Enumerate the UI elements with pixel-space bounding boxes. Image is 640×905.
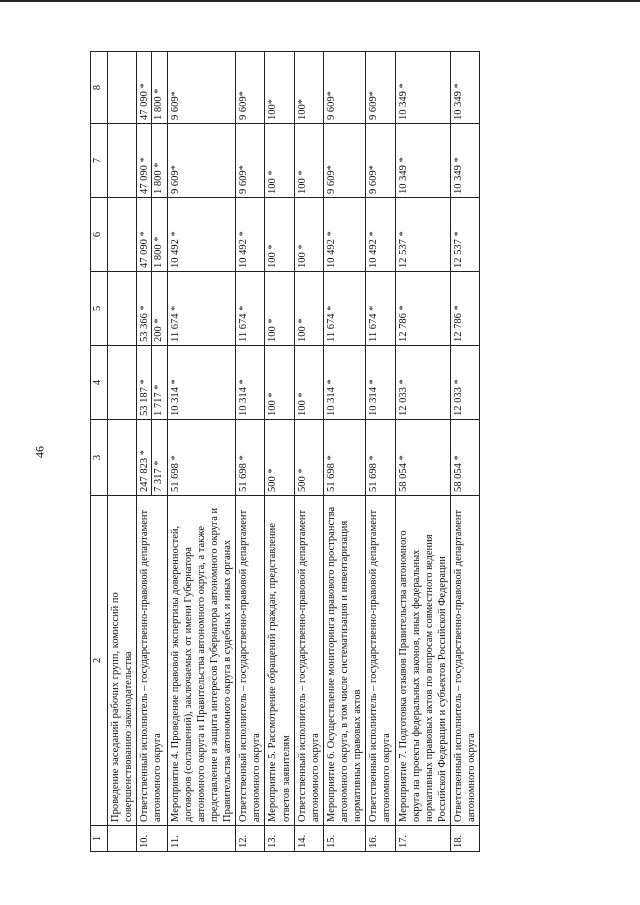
page-number: 46 (32, 446, 47, 458)
value-cell: 12 537 * (451, 198, 480, 272)
row-description: Ответственный исполнитель – государственно-правовой департамент автономного округа (236, 496, 265, 826)
value-cell (137, 198, 167, 272)
row-description: Проведение заседаний рабочих групп, комиссий по совершенствованию законодательства (108, 496, 137, 826)
value-cell: 500 * (265, 420, 294, 496)
value-line: 47 090 * (138, 52, 152, 123)
value-line: 7 317 * (153, 460, 165, 492)
row-description: Мероприятие 7. Подготовка отзывов Правительства автономного округа на проекты федеральных законов, иных федеральных нормативных правовых актов по вопросам совместного ведения Российской Федерации и субъектов Российской Федерации (395, 496, 451, 826)
row-number (108, 826, 137, 852)
value-cell: 51 698 * (167, 420, 236, 496)
value-line: 53 187 * (138, 346, 152, 419)
value-cell: 500 * (294, 420, 323, 496)
value-cell: 9 609* (167, 52, 236, 124)
value-cell (137, 272, 167, 346)
column-header-5: 5 (91, 272, 108, 346)
value-cell: 58 054 * (451, 420, 480, 496)
value-cell: 10 492 * (323, 198, 365, 272)
value-cell: 51 698 * (366, 420, 395, 496)
value-cell: 12 537 * (395, 198, 451, 272)
row-description: Ответственный исполнитель – государственно-правовой департамент автономного округа (366, 496, 395, 826)
value-cell: 100 * (294, 198, 323, 272)
value-cell (108, 420, 137, 496)
row-number: 10. (137, 826, 167, 852)
value-cell: 51 698 * (323, 420, 365, 496)
table-row (395, 52, 451, 852)
value-line: 1 800 * (153, 162, 165, 194)
column-header-1: 1 (91, 826, 108, 852)
value-cell (108, 52, 137, 124)
value-cell: 10 492 * (167, 198, 236, 272)
column-header-4: 4 (91, 346, 108, 420)
value-cell: 9 609* (236, 52, 265, 124)
table-row (294, 52, 323, 852)
rotated-table-container (90, 52, 530, 852)
value-cell: 100* (265, 52, 294, 124)
value-cell: 12 786 * (395, 272, 451, 346)
value-line: 1 800 * (153, 236, 165, 268)
column-header-6: 6 (91, 198, 108, 272)
value-line: 1 800 * (153, 88, 165, 120)
value-cell: 100 * (294, 124, 323, 198)
table-row (236, 52, 265, 852)
value-line: 1 717 * (153, 384, 165, 416)
value-cell: 12 033 * (395, 346, 451, 420)
value-cell: 100 * (265, 272, 294, 346)
value-cell: 100 * (265, 346, 294, 420)
value-line: 247 823 * (138, 420, 152, 495)
value-cell (137, 52, 167, 124)
value-cell: 100 * (294, 272, 323, 346)
value-cell: 11 674 * (236, 272, 265, 346)
column-header-3: 3 (91, 420, 108, 496)
row-description: Ответственный исполнитель – государственно-правовой департамент автономного округа (137, 496, 167, 826)
column-header-7: 7 (91, 124, 108, 198)
header-row (91, 52, 108, 852)
row-number: 12. (236, 826, 265, 852)
value-cell: 10 492 * (236, 198, 265, 272)
value-cell: 10 349 * (451, 52, 480, 124)
value-cell: 100 * (265, 198, 294, 272)
value-cell: 10 314 * (167, 346, 236, 420)
value-cell: 9 609* (236, 124, 265, 198)
value-cell: 10 349 * (395, 124, 451, 198)
top-rule (0, 0, 640, 2)
value-cell: 12 033 * (451, 346, 480, 420)
row-number: 11. (167, 826, 236, 852)
value-cell: 51 698 * (236, 420, 265, 496)
value-cell: 100* (294, 52, 323, 124)
table-body (108, 52, 480, 852)
value-cell: 100 * (294, 346, 323, 420)
row-description: Ответственный исполнитель – государственно-правовой департамент автономного округа (294, 496, 323, 826)
value-cell: 9 609* (366, 124, 395, 198)
value-cell (108, 198, 137, 272)
value-cell: 9 609* (323, 52, 365, 124)
value-cell: 11 674 * (366, 272, 395, 346)
value-cell (108, 272, 137, 346)
row-number: 17. (395, 826, 451, 852)
row-description: Мероприятие 4. Проведение правовой экспертизы доверенностей, договоров (соглашений), заключаемых от имени Губернатора автономного округа и Правительства автономного округа, а также представление и защита интересов Губернатора автономного округа и Правительства автономного округа в судебных и иных органах (167, 496, 236, 826)
value-cell (137, 420, 167, 496)
table-row (323, 52, 365, 852)
table-row (137, 52, 167, 852)
row-number: 18. (451, 826, 480, 852)
value-cell: 12 786 * (451, 272, 480, 346)
value-cell (108, 346, 137, 420)
table-row (451, 52, 480, 852)
table-row (265, 52, 294, 852)
value-cell: 10 314 * (366, 346, 395, 420)
value-line: 47 090 * (138, 124, 152, 197)
column-header-2: 2 (91, 496, 108, 826)
value-cell: 9 609* (167, 124, 236, 198)
table-row (167, 52, 236, 852)
value-cell: 10 349 * (395, 52, 451, 124)
row-description: Мероприятие 6. Осуществление мониторинга правового пространства автономного округа, в том числе систематизация и инвентаризация нормативных правовых актов (323, 496, 365, 826)
row-description: Мероприятие 5. Рассмотрение обращений граждан, представление ответов заявителям (265, 496, 294, 826)
value-cell: 11 674 * (167, 272, 236, 346)
value-cell: 10 492 * (366, 198, 395, 272)
value-line: 200 * (153, 318, 165, 342)
row-number: 16. (366, 826, 395, 852)
value-line: 53 366 * (138, 272, 152, 345)
value-cell: 9 609* (366, 52, 395, 124)
value-cell: 10 314 * (236, 346, 265, 420)
value-cell: 58 054 * (395, 420, 451, 496)
value-cell (137, 124, 167, 198)
row-number: 14. (294, 826, 323, 852)
row-number: 15. (323, 826, 365, 852)
value-cell: 10 349 * (451, 124, 480, 198)
value-cell: 100 * (265, 124, 294, 198)
row-description: Ответственный исполнитель – государственно-правовой департамент автономного округа (451, 496, 480, 826)
value-cell: 9 609* (323, 124, 365, 198)
budget-table (90, 51, 480, 852)
table-row (366, 52, 395, 852)
value-cell: 11 674 * (323, 272, 365, 346)
value-cell: 10 314 * (323, 346, 365, 420)
value-line: 47 090 * (138, 198, 152, 271)
table-row (108, 52, 137, 852)
column-header-8: 8 (91, 52, 108, 124)
value-cell (137, 346, 167, 420)
value-cell (108, 124, 137, 198)
row-number: 13. (265, 826, 294, 852)
